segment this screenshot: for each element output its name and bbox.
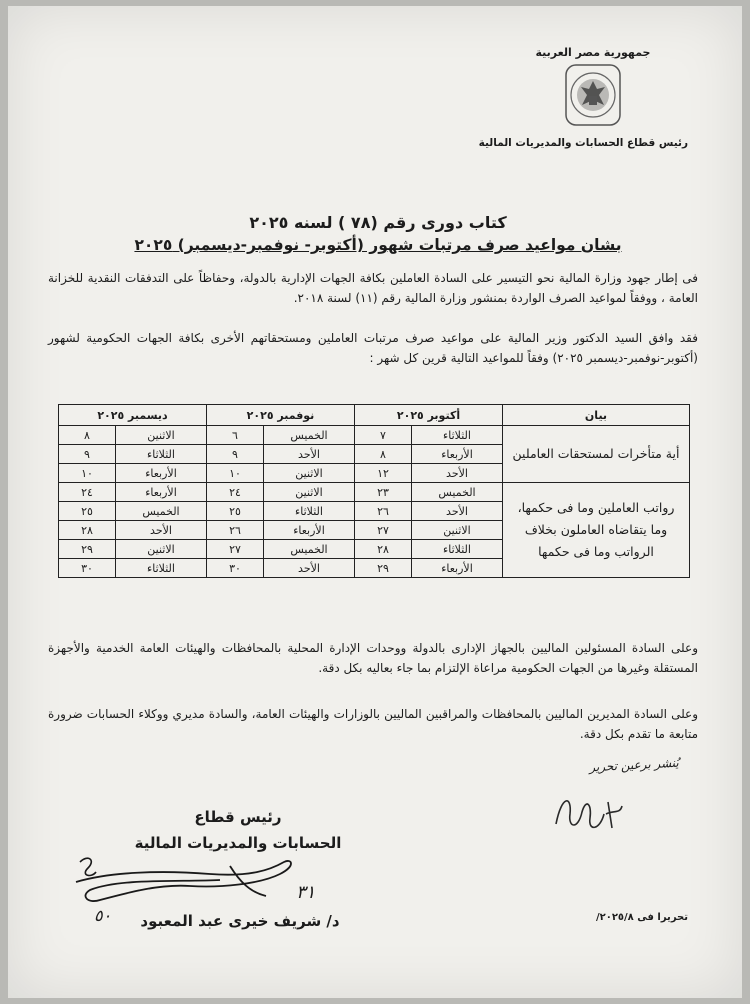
cell-nov-day: الاثنين bbox=[264, 483, 355, 502]
cell-dec-day: الثلاثاء bbox=[116, 445, 207, 464]
cell-oct-day: الخميس bbox=[412, 483, 503, 502]
handwritten-initials-icon bbox=[548, 784, 628, 844]
cell-dec-day: الأربعاء bbox=[116, 483, 207, 502]
cell-nov-num: ٣٠ bbox=[207, 559, 264, 578]
cell-nov-day: الأربعاء bbox=[264, 521, 355, 540]
cell-oct-day: الأربعاء bbox=[412, 445, 503, 464]
cell-dec-num: ٢٥ bbox=[59, 502, 116, 521]
cell-dec-day: الأربعاء bbox=[116, 464, 207, 483]
table-row bbox=[59, 426, 690, 445]
issue-date: تحريرا فى ٢٠٢٥/٨/ bbox=[595, 912, 688, 923]
header-december: ديسمبر ٢٠٢٥ bbox=[59, 405, 207, 426]
sector-name: رئيس قطاع الحسابات والمديريات المالية bbox=[478, 137, 688, 149]
cell-dec-num: ٩ bbox=[59, 445, 116, 464]
signature-block bbox=[118, 804, 358, 856]
letterhead bbox=[478, 46, 688, 149]
table-row bbox=[59, 483, 690, 502]
intro-paragraph: فى إطار جهود وزارة المالية نحو التيسير على السادة العاملين بكافة الجهات الإدارية بالدولة، وحفاظاً على التدفقات النقدية للخزانة العامة ، ووفقاً لمواعيد الصرف الواردة بمنشور وزارة المالية رقم (١١) لسنة ٢٠١٨. bbox=[48, 271, 698, 305]
cell-nov-day: الخميس bbox=[264, 540, 355, 559]
salary-schedule-table bbox=[58, 404, 690, 578]
signature-handwritten-extra: ٣١ bbox=[296, 882, 316, 903]
cell-oct-num: ١٢ bbox=[355, 464, 412, 483]
cell-nov-num: ٢٦ bbox=[207, 521, 264, 540]
eagle-emblem-icon bbox=[564, 63, 622, 127]
cell-nov-num: ٢٧ bbox=[207, 540, 264, 559]
cell-nov-num: ٢٤ bbox=[207, 483, 264, 502]
cell-oct-day: الأحد bbox=[412, 502, 503, 521]
document-heading bbox=[68, 212, 688, 256]
cell-dec-num: ٢٨ bbox=[59, 521, 116, 540]
signatory-title-line2: الحسابات والمديريات المالية bbox=[134, 834, 342, 852]
cell-nov-day: الأحد bbox=[264, 559, 355, 578]
group1-description: أية متأخرات لمستحقات العاملين bbox=[503, 426, 690, 483]
cell-nov-day: الأحد bbox=[264, 445, 355, 464]
country-name: جمهورية مصر العربية bbox=[535, 46, 651, 59]
signatory-name: د/ شريف خيرى عبد المعبود bbox=[140, 912, 340, 930]
cell-dec-day: الأحد bbox=[116, 521, 207, 540]
table-header-row bbox=[59, 405, 690, 426]
cell-nov-num: ٢٥ bbox=[207, 502, 264, 521]
cell-nov-day: الثلاثاء bbox=[264, 502, 355, 521]
cell-oct-day: الثلاثاء bbox=[412, 426, 503, 445]
document-title: كتاب دورى رقم (٧٨ ) لسنه ٢٠٢٥ bbox=[249, 213, 507, 232]
cell-dec-day: الاثنين bbox=[116, 426, 207, 445]
document-page bbox=[8, 6, 742, 998]
cell-oct-day: الثلاثاء bbox=[412, 540, 503, 559]
cell-nov-day: الاثنين bbox=[264, 464, 355, 483]
cell-oct-num: ٢٧ bbox=[355, 521, 412, 540]
cell-nov-day: الخميس bbox=[264, 426, 355, 445]
cell-nov-num: ٦ bbox=[207, 426, 264, 445]
cell-oct-day: الأربعاء bbox=[412, 559, 503, 578]
header-november: نوفمبر ٢٠٢٥ bbox=[207, 405, 355, 426]
footer-paragraph-directors: وعلى السادة المديرين الماليين بالمحافظات والمراقبين الماليين بالوزارات والهيئات العامة، والسادة مديري ووكلاء الحسابات ضرورة متابعة ما تقدم بكل دقة. bbox=[48, 707, 698, 741]
cell-oct-num: ٢٦ bbox=[355, 502, 412, 521]
signature-handwritten-number: ٥٠ bbox=[94, 906, 112, 925]
cell-dec-day: الثلاثاء bbox=[116, 559, 207, 578]
group2-description: رواتب العاملين وما فى حكمها، وما يتقاضاه العاملون بخلاف الرواتب وما فى حكمها bbox=[503, 483, 690, 578]
handwritten-note: يُنشر برعين تحرير bbox=[588, 755, 680, 775]
cell-oct-day: الاثنين bbox=[412, 521, 503, 540]
cell-oct-num: ٧ bbox=[355, 426, 412, 445]
cell-dec-num: ٢٤ bbox=[59, 483, 116, 502]
cell-dec-num: ٨ bbox=[59, 426, 116, 445]
cell-dec-num: ٣٠ bbox=[59, 559, 116, 578]
cell-oct-num: ٨ bbox=[355, 445, 412, 464]
approval-paragraph: فقد وافق السيد الدكتور وزير المالية على مواعيد صرف مرتبات العاملين ومستحقاتهم الأخرى بكافة الجهات الحكومية لشهور (أكتوبر-نوفمبر-ديسمبر ٢٠٢٥) وفقاً للمواعيد التالية قرين كل شهر : bbox=[48, 331, 698, 365]
cell-dec-num: ١٠ bbox=[59, 464, 116, 483]
cell-oct-num: ٢٨ bbox=[355, 540, 412, 559]
header-statement: بيان bbox=[503, 405, 690, 426]
cell-nov-num: ١٠ bbox=[207, 464, 264, 483]
cell-oct-num: ٢٣ bbox=[355, 483, 412, 502]
signature-scribble-icon bbox=[70, 852, 310, 912]
document-subtitle: بشان مواعيد صرف مرتبات شهور (أكتوبر- نوفمبر-ديسمبر) ٢٠٢٥ bbox=[134, 236, 622, 254]
cell-dec-day: الاثنين bbox=[116, 540, 207, 559]
cell-nov-num: ٩ bbox=[207, 445, 264, 464]
footer-paragraph-officials: وعلى السادة المسئولين الماليين بالجهاز الإدارى بالدولة ووحدات الإدارة المحلية بالمحافظات والهيئات العامة الخدمية والأجهزة المستقلة وغيرها من الجهات الحكومية مراعاة الإلتزام بما جاء بعاليه بكل دقة. bbox=[48, 641, 698, 675]
cell-dec-day: الخميس bbox=[116, 502, 207, 521]
cell-oct-num: ٢٩ bbox=[355, 559, 412, 578]
header-october: أكتوبر ٢٠٢٥ bbox=[355, 405, 503, 426]
cell-oct-day: الأحد bbox=[412, 464, 503, 483]
cell-dec-num: ٢٩ bbox=[59, 540, 116, 559]
signatory-title-line1: رئيس قطاع bbox=[194, 808, 282, 826]
